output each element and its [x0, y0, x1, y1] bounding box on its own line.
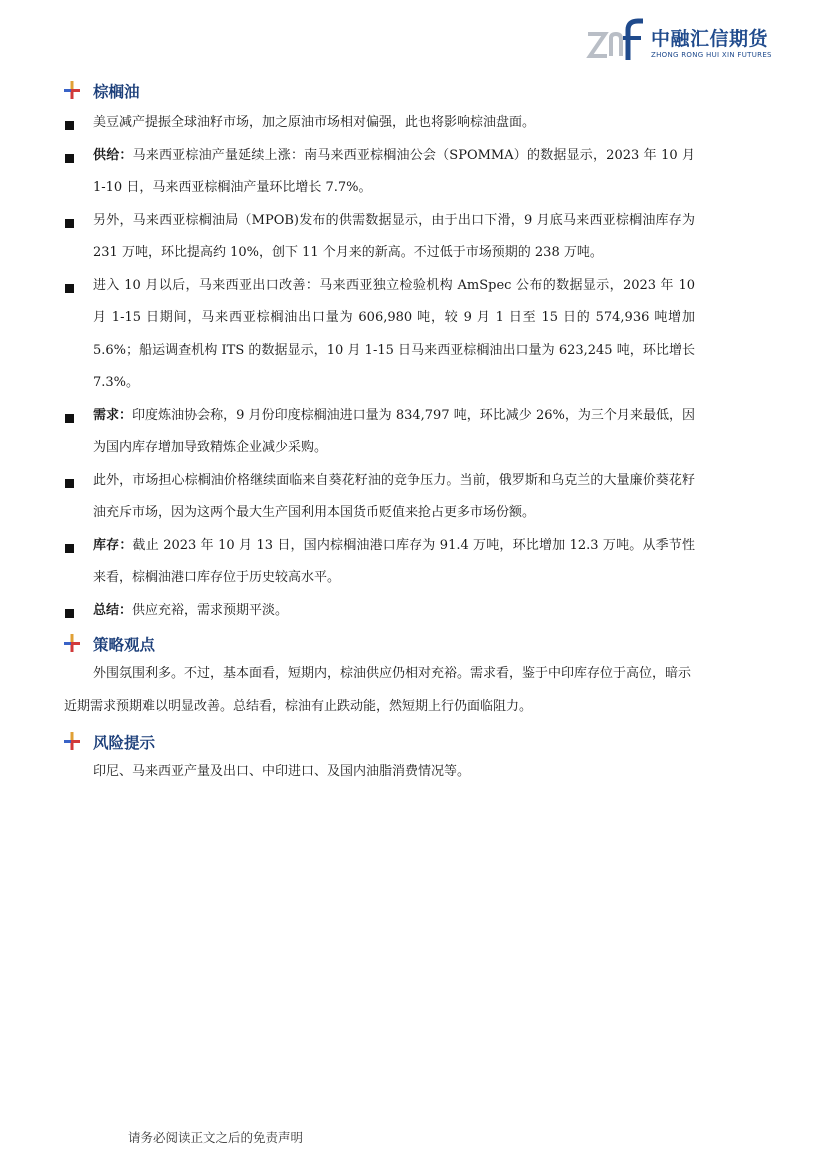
company-logo	[585, 18, 785, 66]
bullet-square-icon	[65, 284, 74, 293]
bullet-text: 此外，市场担心棕榈油价格继续面临来自葵花籽油的竞争压力。当前，俄罗斯和乌克兰的大量廉价葵花籽油充斥市场，因为这两个最大生产国利用本国货币贬值来抢占更多市场份额。	[93, 473, 695, 521]
section-marker-icon	[64, 81, 80, 99]
disclaimer-footer: 请务必阅读正文之后的免责声明	[128, 1130, 304, 1145]
logo-english-name: ZHONG RONG HUI XIN FUTURES	[651, 51, 772, 59]
section-title: 策略观点	[93, 636, 156, 654]
bullet-text: 美豆减产提振全球油籽市场，加之原油市场相对偏强，此也将影响棕油盘面。	[93, 115, 536, 130]
bullet-square-icon	[65, 154, 74, 163]
logo-mark-icon	[585, 18, 647, 62]
section-title: 风险提示	[93, 734, 156, 752]
bullet-text: 需求：印度炼油协会称，9 月份印度棕榈油进口量为 834,797 吨，环比减少 26%，为三个月来最低，因为国内库存增加导致精炼企业减少采购。	[93, 408, 695, 456]
bullet-square-icon	[65, 544, 74, 553]
bullet-text: 库存：截止 2023 年 10 月 13 日，国内棕榈油港口库存为 91.4 万吨，环比增加 12.3 万吨。从季节性来看，棕榈油港口库存位于历史较高水平。	[93, 538, 695, 586]
risk-paragraph: 印尼、马来西亚产量及出口、中印进口、及国内油脂消费情况等。	[93, 764, 471, 779]
bullet-square-icon	[65, 479, 74, 488]
strategy-paragraph: 外围氛围利多。不过，基本面看，短期内，棕油供应仍相对充裕。需求看，鉴于中印库存位于高位，暗示近期需求预期难以明显改善。总结看，棕油有止跌动能，然短期上行仍面临阻力。	[64, 666, 692, 714]
bullet-text: 总结：供应充裕，需求预期平淡。	[93, 603, 289, 618]
section-title: 棕榈油	[93, 83, 140, 101]
bullet-text: 供给：马来西亚棕油产量延续上涨：南马来西亚棕榈油公会（SPOMMA）的数据显示，2023 年 10 月 1-10 日，马来西亚棕榈油产量环比增长 7.7%。	[93, 148, 695, 196]
bullet-square-icon	[65, 121, 74, 130]
section-marker-icon	[64, 732, 80, 750]
bullet-text: 另外，马来西亚棕榈油局（MPOB)发布的供需数据显示，由于出口下滑，9 月底马来西亚棕榈油库存为 231 万吨，环比提高约 10%，创下 11 个月来的新高。不过低于市场预期的 238 万吨。	[93, 213, 695, 261]
bullet-square-icon	[65, 219, 74, 228]
bullet-square-icon	[65, 414, 74, 423]
section-marker-icon	[64, 634, 80, 652]
logo-chinese-name: 中融汇信期货	[651, 28, 769, 50]
bullet-square-icon	[65, 609, 74, 618]
bullet-text: 进入 10 月以后，马来西亚出口改善：马来西亚独立检验机构 AmSpec 公布的数据显示，2023 年 10 月 1-15 日期间，马来西亚棕榈油出口量为 606,980 吨，较 9 月 1 日至 15 日的 574,936 吨增加 5.6%；船运调查机构 ITS 的数据显示，10 月 1-15 日马来西亚棕榈油出口量为 623,245 吨，环比增长 7.3%。	[93, 278, 695, 390]
